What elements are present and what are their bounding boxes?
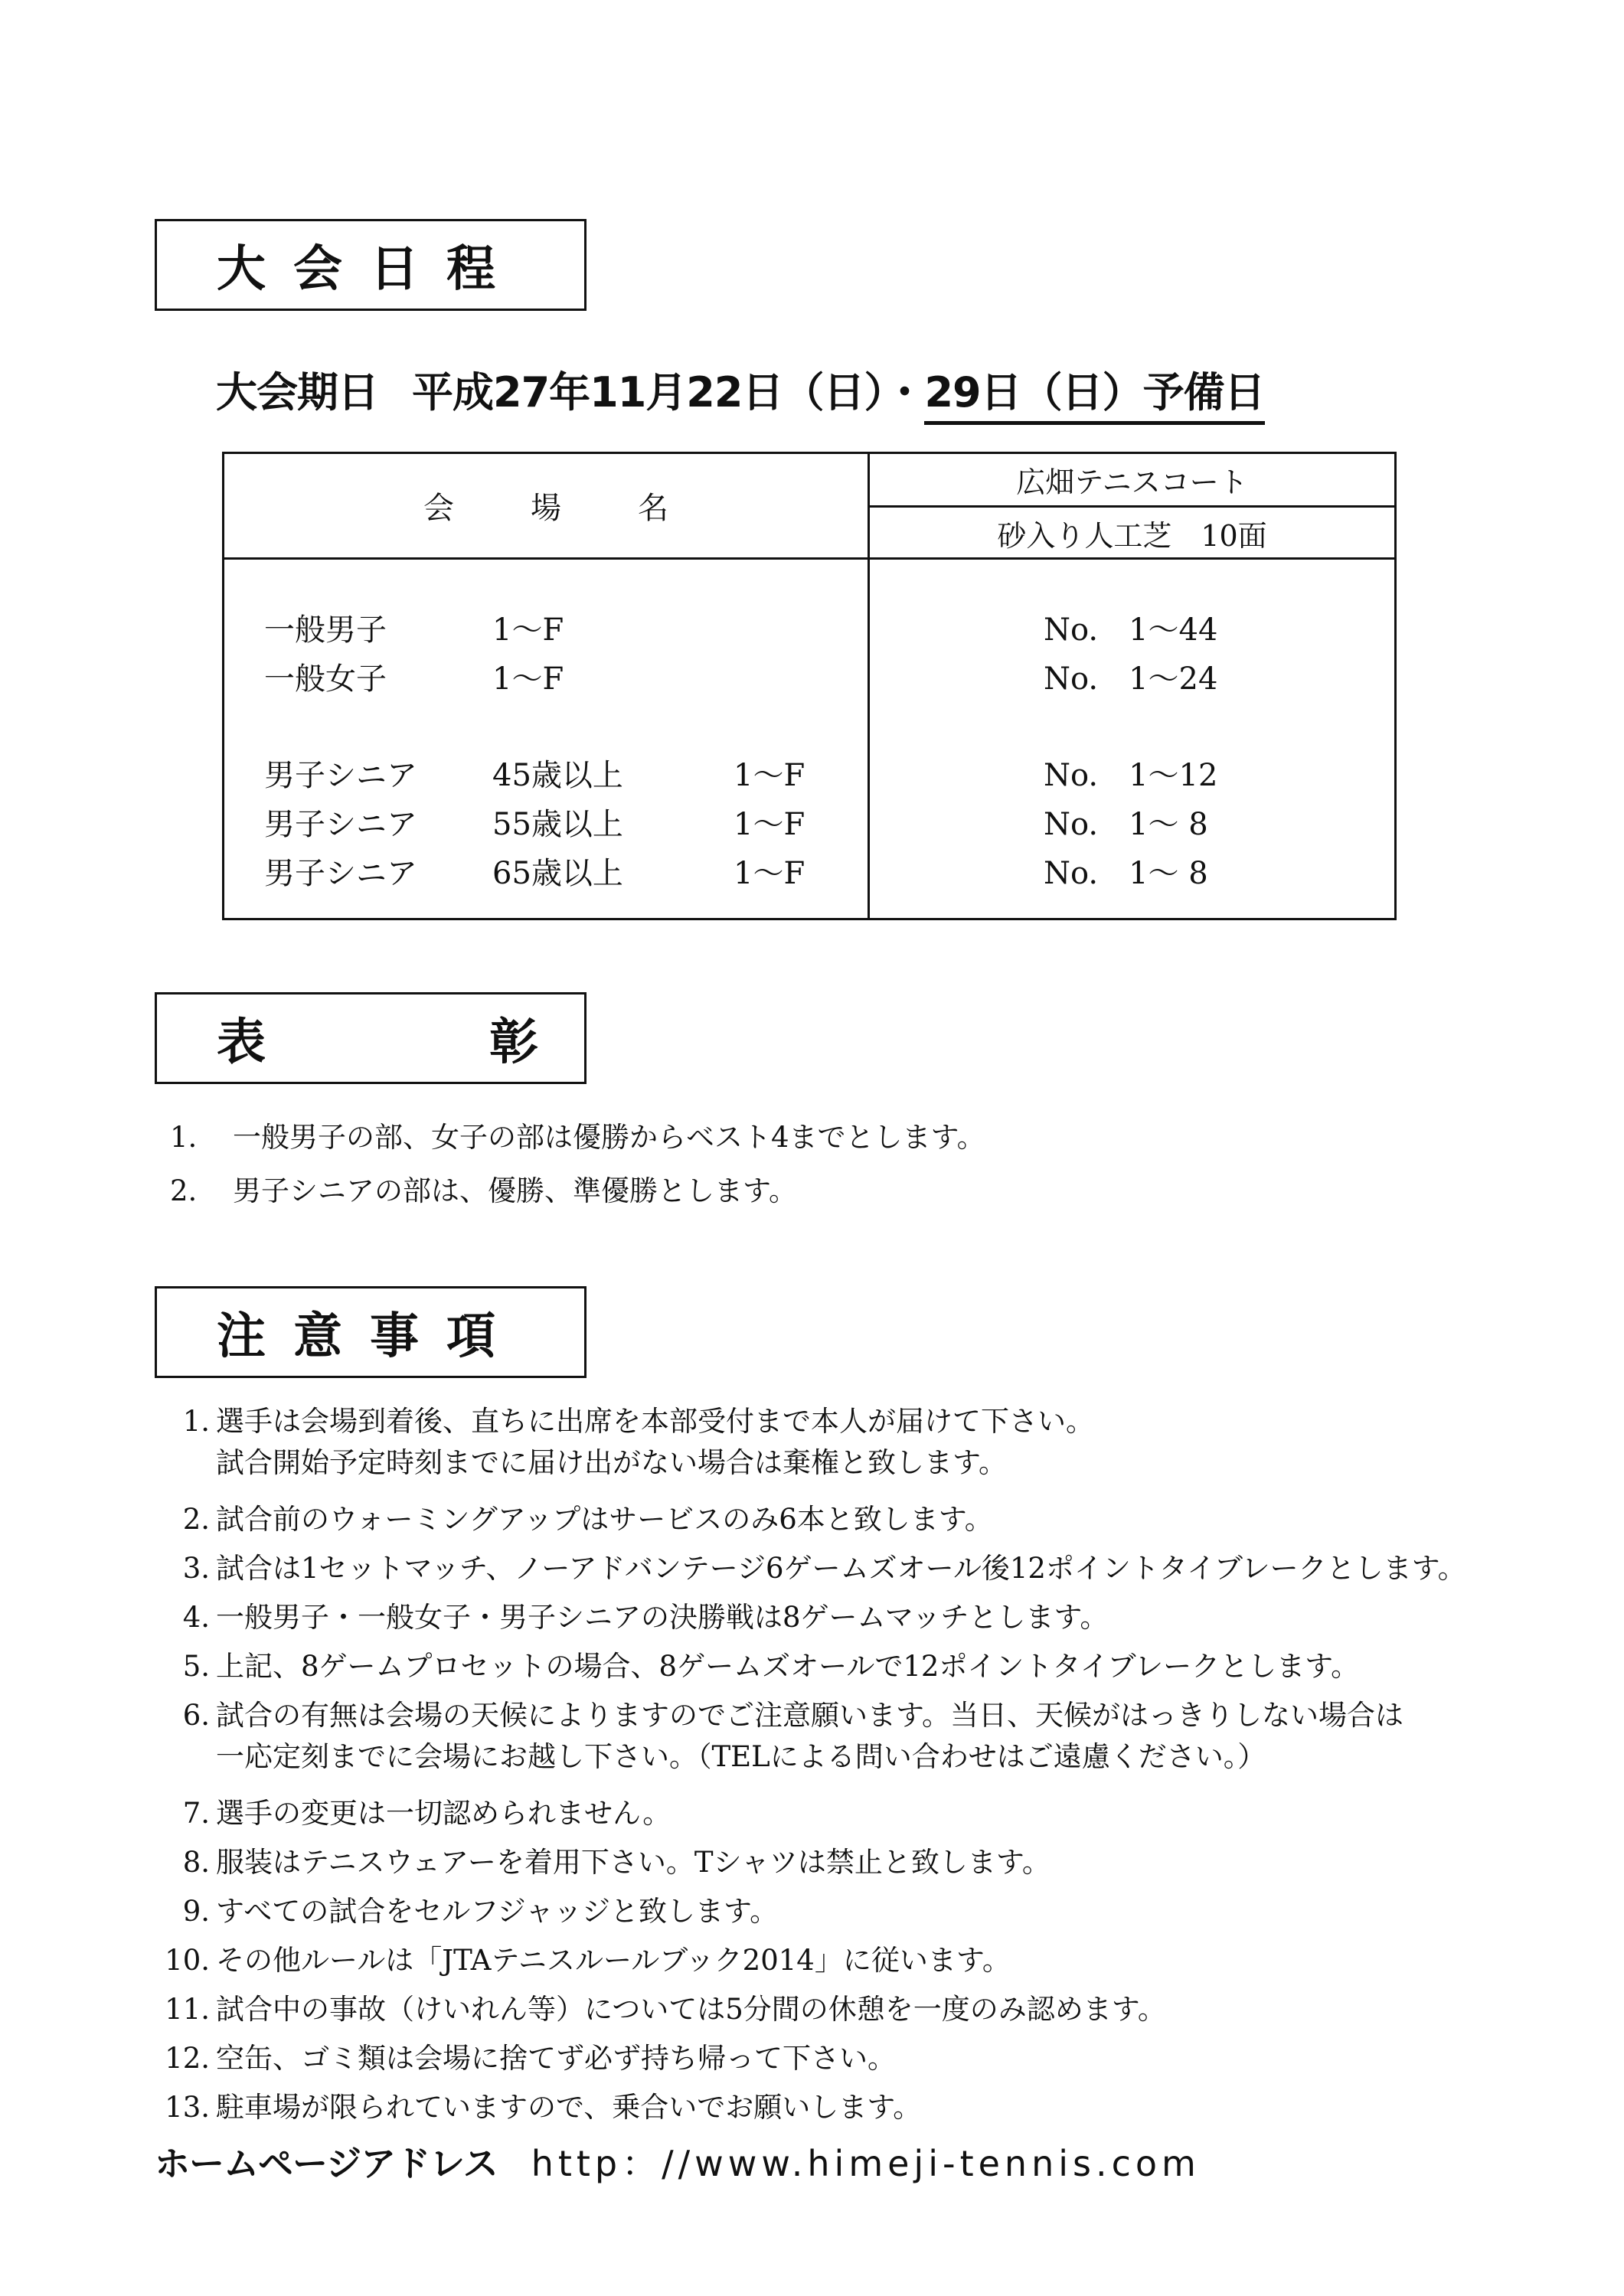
homepage-url[interactable]: http：//www.himeji-tennis.com xyxy=(531,2143,1201,2184)
item-text: 試合前のウォーミングアップはサービスのみ6本と致します。 xyxy=(216,1503,993,1536)
venue-surface: 砂入り人工芝 10面 xyxy=(997,519,1267,553)
item-number: 3. xyxy=(182,1552,210,1585)
courts: No. 1～ 8 xyxy=(1044,856,1208,891)
award-heading-char: 表 xyxy=(217,1014,266,1071)
category: 一般女子 xyxy=(264,661,387,697)
item-number: 2. xyxy=(182,1503,210,1536)
list-item xyxy=(153,1692,1466,1790)
item-text-continued: 一応定刻までに会場にお越し下さい。（TELによる問い合わせはご遠慮ください。） xyxy=(216,1740,1266,1773)
courts: No. 1～24 xyxy=(1044,661,1218,697)
award-heading-char: 彰 xyxy=(489,1014,538,1071)
venue-name: 広畑テニスコート xyxy=(1016,465,1248,499)
item-text: 試合中の事故（けいれん等）については5分間の休憩を一度のみ認めます。 xyxy=(216,1993,1166,2026)
schedule-heading-box xyxy=(155,219,587,311)
tournament-date xyxy=(216,360,1265,419)
courts: No. 1～ 8 xyxy=(1044,807,1208,842)
list-item xyxy=(153,1398,1466,1496)
list-item xyxy=(153,1594,1466,1643)
list-item xyxy=(153,1496,1466,1545)
courts: No. 1～44 xyxy=(1044,612,1218,648)
item-text: 駐車場が限られていますので、乗合いでお願いします。 xyxy=(216,2091,922,2124)
item-text: 試合は1セットマッチ、ノーアドバンテージ6ゲームズオール後12ポイントタイブレークとします。 xyxy=(216,1552,1466,1585)
rounds: 1～F xyxy=(734,856,805,891)
courts: No. 1～12 xyxy=(1044,758,1218,793)
date-main: 平成27年11月22日（日）・ xyxy=(412,368,925,416)
item-text: その他ルールは「JTAテニスルールブック2014」に従います。 xyxy=(216,1944,1011,1977)
rounds: 1～F xyxy=(734,758,805,793)
rounds: 1～F xyxy=(492,612,564,648)
item-text-continued: 試合開始予定時刻までに届け出がない場合は棄権と致します。 xyxy=(216,1446,1008,1479)
category: 男子シニア xyxy=(264,807,417,842)
list-item xyxy=(153,1937,1466,1986)
venue-header: 会場名 xyxy=(423,491,745,526)
table-row xyxy=(224,745,1394,794)
item-number: 1. xyxy=(170,1121,198,1154)
list-item xyxy=(153,1986,1466,2035)
category: 男子シニア xyxy=(264,758,417,793)
category: 一般男子 xyxy=(264,612,387,648)
item-number: 10. xyxy=(165,1944,210,1977)
list-item xyxy=(153,1839,1466,1888)
item-number: 2. xyxy=(170,1174,198,1207)
item-text: 選手は会場到着後、直ちに出席を本部受付まで本人が届けて下さい。 xyxy=(216,1405,1094,1438)
item-text: 選手の変更は一切認められません。 xyxy=(216,1797,671,1830)
item-number: 4. xyxy=(182,1601,210,1634)
item-number: 1. xyxy=(182,1405,210,1438)
list-item xyxy=(153,2084,1466,2133)
notes-heading-box xyxy=(155,1286,587,1378)
award-heading-box xyxy=(155,992,587,1084)
date-label: 大会期日 xyxy=(216,368,378,416)
notes-list xyxy=(153,1398,1466,2133)
age-group: 45歳以上 xyxy=(492,758,623,793)
list-item xyxy=(153,1888,1466,1937)
rounds: 1～F xyxy=(492,661,564,697)
rounds: 1～F xyxy=(734,807,805,842)
schedule-heading: 大会日程 xyxy=(217,241,523,298)
list-item xyxy=(153,1643,1466,1692)
item-number: 9. xyxy=(182,1895,210,1928)
item-text: 一般男子・一般女子・男子シニアの決勝戦は8ゲームマッチとします。 xyxy=(216,1601,1109,1634)
table-row xyxy=(224,843,1394,892)
notes-heading: 注意事項 xyxy=(217,1308,523,1365)
item-text: 服装はテニスウェアーを着用下さい。Tシャツは禁止と致します。 xyxy=(216,1846,1051,1879)
table-row xyxy=(224,794,1394,843)
category: 男子シニア xyxy=(264,856,417,891)
homepage-label: ホームページアドレス xyxy=(155,2143,498,2184)
list-item xyxy=(170,1168,985,1221)
homepage-address xyxy=(155,2136,1201,2187)
list-item xyxy=(170,1114,985,1168)
age-group: 55歳以上 xyxy=(492,807,623,842)
item-number: 13. xyxy=(165,2091,210,2124)
list-item xyxy=(153,2035,1466,2084)
item-text: すべての試合をセルフジャッジと致します。 xyxy=(216,1895,779,1928)
item-number: 11. xyxy=(165,1993,210,2026)
table-row xyxy=(224,599,1394,648)
item-text: 空缶、ゴミ類は会場に捨てず必ず持ち帰って下さい。 xyxy=(216,2042,896,2075)
list-item xyxy=(153,1545,1466,1594)
item-number: 5. xyxy=(182,1650,210,1683)
item-text: 上記、8ゲームプロセットの場合、8ゲームズオールで12ポイントタイブレークとします。 xyxy=(216,1650,1360,1683)
award-list xyxy=(170,1114,985,1221)
table-row xyxy=(224,648,1394,697)
list-item xyxy=(153,1790,1466,1839)
item-text: 男子シニアの部は、優勝、準優勝とします。 xyxy=(233,1174,798,1207)
item-number: 6. xyxy=(182,1699,210,1732)
venue-table xyxy=(222,452,1397,920)
award-heading xyxy=(157,1003,538,1073)
item-number: 8. xyxy=(182,1846,210,1879)
item-text: 一般男子の部、女子の部は優勝からベスト4までとします。 xyxy=(233,1121,985,1154)
date-reserve: 29日（日）予備日 xyxy=(924,368,1264,425)
age-group: 65歳以上 xyxy=(492,856,623,891)
item-number: 12. xyxy=(165,2042,210,2075)
item-text: 試合の有無は会場の天候によりますのでご注意願います。当日、天候がはっきりしない場合は xyxy=(216,1699,1404,1732)
item-number: 7. xyxy=(182,1797,210,1830)
